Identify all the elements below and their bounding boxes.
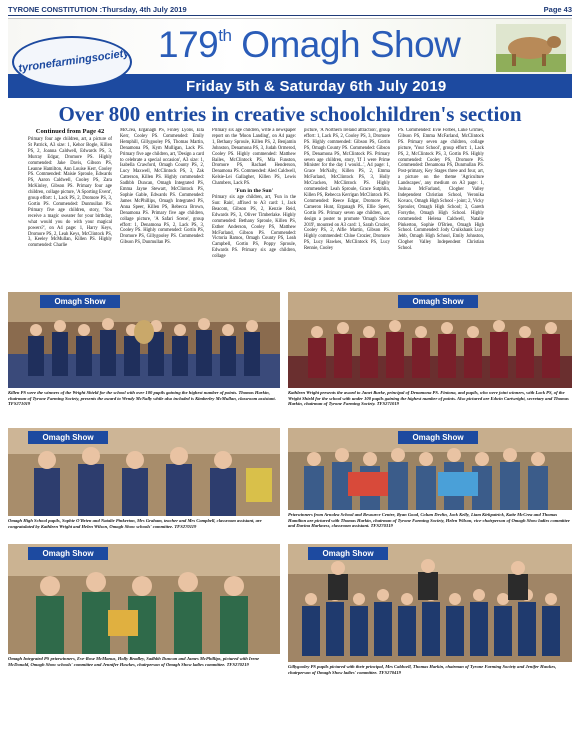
article-column-3 xyxy=(212,128,296,290)
header-rule xyxy=(8,15,572,16)
photo-gillygooley-ps xyxy=(288,544,572,662)
photo-4-caption: Prizewinners from Arnolea School and Resource Centre, Ryan Good, Colum Devlin, Jack Kelly, Liam Kirkpatrick, Katie McCrea and Thomas Hamilton are pictured with Thomas Harkin, chairman of Tyrone Farming Society, Helen Wilson, vice-chairperson of Omagh Show ladies committee and Davina Harkness, classroom assistant. TFS270319 xyxy=(288,512,570,529)
publication-line: TYRONE CONSTITUTION :Thursday, 4th July 2019 xyxy=(8,5,187,14)
photo-omagh-integrated-ps xyxy=(8,544,280,654)
main-headline: Over 800 entries in creative schoolchildren's section xyxy=(58,102,522,126)
photo-arnolea-school xyxy=(288,428,572,510)
article-text-3: Primary six age children, write a newspaper report on the 'Moon Landing', on A4 page: 1, Bethany Sproule, Killen PS, 2, Benjamin Johnston, Denamona PS, 3, Judah Ormerod, Cooley PS. Highly commended: Matthew Bailes, McClintock PS, Mia Funston, Dromore PS, Rachael Henderson, Denamona PS. Commended: Aled Caldwell, Kelsie-Lei Gallagher, Killen PS, Lewis Chambers, Lack PS. xyxy=(212,128,296,187)
banner-title xyxy=(158,24,460,66)
photo-2-caption: Kathleen Wright presents the award to Janet Burke, principal of Denamona PS. Fintona, and pupils, who were joint winners, with Lack PS, of the Wright Shield for the school with under 100 pupils gaining the highest number of points. Also pictured are Edwin Cartwright, secretary and Thomas Harkin, chairman of Tyrone Farming Society. TFS271019 xyxy=(288,390,569,407)
photo-3-banner: Omagh Show xyxy=(28,431,108,444)
article-text-1: Primary four age children, art, a picture of St Patrick, A3 size: 1, Kehor Bogle, Killen PS, 2, Joanna Caldwell, Edwards PS, 3, Murray Edgar, Dromore PS. Highly commended: Jake Davis, Gibson PS, Leanne Hamilton, Ann Louise Kerr, Cooley PS. Commended: Maisie Sproule, Edwards PS, Aaron Caldwell, Cooley PS, Zara McKinley, Gibson PS. Primary four age children, collage picture, 'A Sporting Event', group effort: 1, Lack PS, 2, Dromore PS, 3, Gortin PS. Commended: Dunmullan PS. Primary five age children, story, 'You receive a magic sweater for your birthday, what would you do with your magical powers?', on A4 page: 1, Harry Keys, Dromore PS, 2, Leah Keys, McClintock PS, 3, Keeley McMullan, Killen PS. Highly commended: Charlie xyxy=(28,137,112,249)
show-name: Omagh Show xyxy=(241,24,461,65)
photo-6-caption: Gillygooley PS pupils pictured with their principal, Mrs Caldwell, Thomas Harkin, chairman of Tyrone Farming Society and Jenifer Hawkes, chairperson of Omagh Show ladies' committee. TFS270419 xyxy=(288,664,557,675)
photo-1-banner: Omagh Show xyxy=(40,295,120,308)
article-text-5: PS. Commended: Evie Forbes, Luke Grimes, Gibson PS, Emma McFarland, McClintock PS. Primary seven age children, collage picture, 'Your School', group effort: 1, Lack PS, 2, McClintock PS, 3, Gortin PS. Highly commended: Cooley PS, Dromore PS. Commended: Denamona PS, Dunmullan PS. Post-primary, Key Stages three and four, art, a picture on the theme 'Agriculture Landscapes', any medium on A3 page: 1, Joshua McFarland, Clogher Valley Independent Christian School, Veronika Kovacs, Omagh High School - joint; 2, Vicky Sprouler, Omagh High School; 3, Gareth Forsythe, Omagh High School. Highly commended: Helena Caldwell, Natalie Pinkerton, Sophie O'Brien, Omagh High School. Commended: Jody Cruikshank Lucy Jebb, Omagh High School, Emily Johnston, Clogher Valley Independent Christian School. xyxy=(398,128,484,252)
article-column-2 xyxy=(120,128,204,290)
photo-killen-ps xyxy=(8,292,280,388)
farming-society-logo xyxy=(12,36,132,88)
photo-3-caption: Omagh High School pupils, Sophie O'Brien and Natalie Pinkerton, Mrs Graham, teacher and Mrs Campbell, classroom assistant, are congratulated by Kathleen Wright and Helen Wilson, Omagh Show schools' committee. TFS270119 xyxy=(8,518,262,529)
photo-5-banner: Omagh Show xyxy=(28,547,108,560)
edition-suffix: th xyxy=(218,26,232,45)
cattle-image xyxy=(496,24,566,72)
page-number: Page 43 xyxy=(543,5,572,14)
photo-4-banner: Omagh Show xyxy=(398,431,478,444)
omagh-show-banner xyxy=(8,18,572,98)
photo-5-caption: Omagh Integrated PS prizewinners, Eve-Rose McManus, Holly Bradley, Sadhbh Duncan and James McPhillips, pictured with Irene McDonald, Omagh Show schools' committee and Jennifer Hawkes, chairperson of Omagh Show ladies committee. TFS270219 xyxy=(8,656,260,667)
photo-1-caption: Killen PS were the winners of the Wright Shield for the school with over 100 pupils gaining the highest number of points. Thomas Harkin, chairman of Tyrone Farming Society, presents the award to Wendy McNally while also included is Kimberley McMullan, classroom assistant. TFS271019 xyxy=(8,390,276,407)
article-column-5 xyxy=(398,128,484,290)
photo-denamona-ps xyxy=(288,292,572,388)
photo-omagh-high-school xyxy=(8,428,280,516)
article-text-2: McCrea, Erganagh PS, Finley Lyons, Ella Kerr, Cooley PS. Commended: Emily Hemphill, Gillygooley PS, Thomas Martin, Denamona PS, Kym Mulligan, Lack PS. Primary five age children, art, 'Design a card to celebrate a special occasion', A3 size: 1, Isabella Crawford, Omagh County PS, 2, Lucy Maxwell, McClintock PS, 3, Zak Catterson, Killen PS. Highly commended: Sadhbh Duncan, Omagh Integrated PS, Emma Jayne Stewart, McClintock PS, Sophie Gable, Edwards PS. Commended: James McPhillips, Omagh Integrated PS, Anna Speer, Killen PS, Rebecca Brown, Denamona PS. Primary five age children, collage picture, 'A Safari Scene', group effort: 1, Denamona PS, 2, Lack PS, 3, Cooley PS. Highly commended: Gortin PS, Dromore PS, Gillygooley PS. Commended: Gibson PS, Dunmullan PS. xyxy=(120,128,204,246)
edition-number: 179 xyxy=(158,24,219,65)
continued-heading: Continued from Page 42 xyxy=(35,128,105,135)
article-text-4: picture, 'A Northern Ireland attraction', group effort: 1, Lack PS, 2, Cooley PS, 3, Dromore PS. Highly commended: Gibson PS, Gortin PS, Omagh County PS. Commended: Gibson PS, Denamona PS, McClintock PS. Primary seven age children, story, 'If I were Prime Minister for the day I would...', A4 page: 1, Grace McNally, Killen PS, 2, Emma McFarland, McClintock PS, 3, Holly McCracken, McClintock PS. Highly commended: Leah Sproule, Grace Sutphlin, Killen PS, Rebecca Kerrigan McClintock PS. Commended: Reece Edgar, Dromore PS, Cameron Hunt, Erganagh PS, Ellie Speer, Gortin PS. Primary seven age children, art, design a poster to promote 'Omagh Show 2019', mounted on A3 card: 1, Sarah Crozier, Cooley PS, 2, Alfie Martin, Gibson PS. Highly commended: Chloe Crozier, Dromore PS, Lucy Hawkes, McClintock PS, Lucy Rennie, Cooley xyxy=(304,128,390,252)
show-dates: Friday 5th & Saturday 6th July 2019 xyxy=(186,78,447,95)
article-column-4 xyxy=(304,128,390,290)
article-text-3b: Primary six age children, art, 'Fun in the Sun: Rain', affixed to A3 card: 1, Jack Beacom, Gibson PS, 2, Kenzie Reid, Edwards PS, 3, Oliver Timberlake. Highly commended: Bethany Sproule, Killen PS, Esther Anderson, Cooley PS, Matthew McFarland, Gibson PS. Commended: Victoria Ramos, Omagh County PS, Leah Campbell, Gortin PS, Poppy Sproule, Edwards PS. Primary six age children, collage xyxy=(212,195,296,260)
photo-6-banner: Omagh Show xyxy=(308,547,388,560)
article-column-1 xyxy=(28,128,112,290)
photo-gillygooley-ps-image xyxy=(288,544,572,662)
photo-2-banner: Omagh Show xyxy=(398,295,478,308)
subheading-fun-in-the-sun: 'Fun in the Sun' xyxy=(234,188,274,195)
photo-omagh-integrated-ps-image xyxy=(8,544,280,654)
logo-text: tyronefarmingsociety xyxy=(17,47,131,75)
